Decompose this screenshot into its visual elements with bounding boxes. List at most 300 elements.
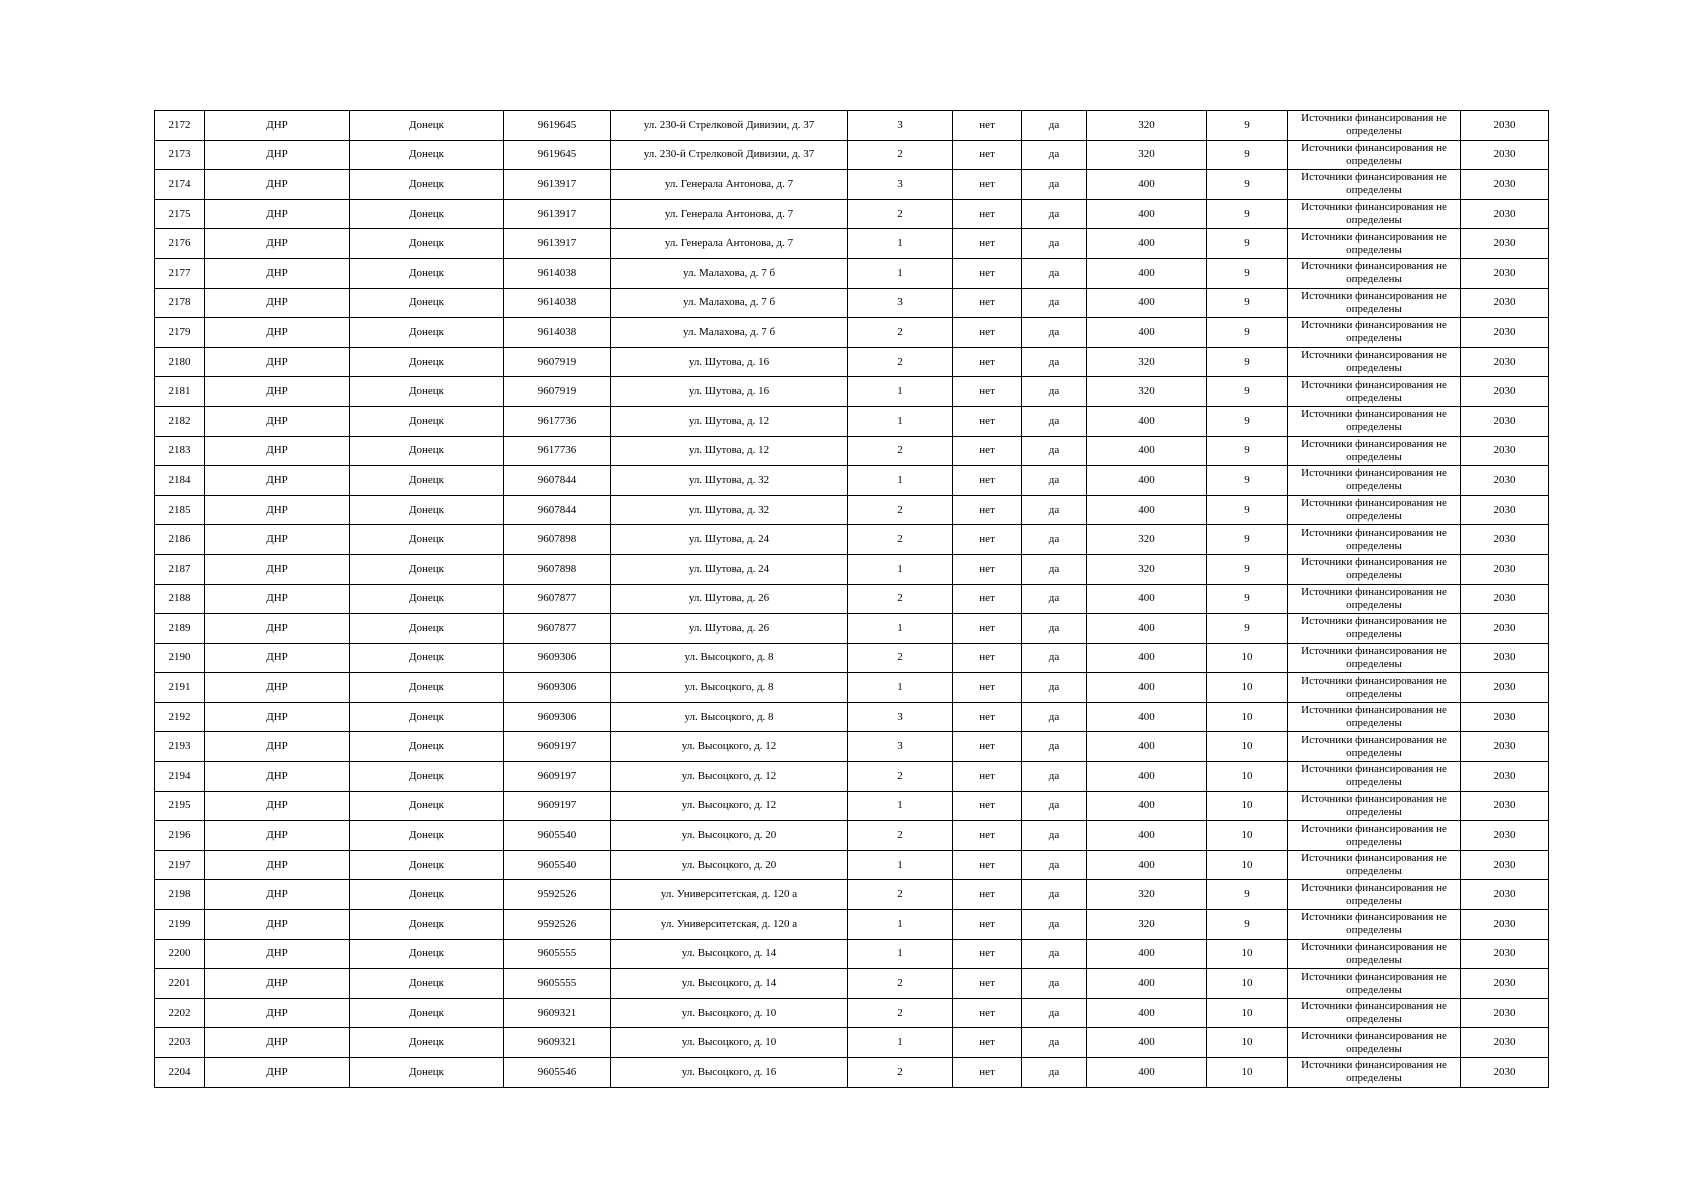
cell-year: 2030	[1461, 288, 1549, 318]
cell-flag-1: нет	[953, 850, 1022, 880]
cell-value: 9	[1207, 318, 1288, 348]
cell-object-code: 9609306	[504, 673, 611, 703]
table-row	[155, 199, 1549, 229]
cell-count: 1	[848, 939, 953, 969]
cell-capacity: 400	[1087, 702, 1207, 732]
cell-capacity: 400	[1087, 406, 1207, 436]
cell-year: 2030	[1461, 910, 1549, 940]
cell-row-number: 2175	[155, 199, 205, 229]
cell-flag-2: да	[1022, 910, 1087, 940]
cell-flag-2: да	[1022, 554, 1087, 584]
cell-flag-1: нет	[953, 229, 1022, 259]
cell-object-code: 9607898	[504, 554, 611, 584]
cell-flag-2: да	[1022, 584, 1087, 614]
cell-flag-2: да	[1022, 170, 1087, 200]
cell-capacity: 320	[1087, 111, 1207, 141]
cell-year: 2030	[1461, 140, 1549, 170]
cell-flag-2: да	[1022, 614, 1087, 644]
cell-region: ДНР	[205, 258, 350, 288]
cell-region: ДНР	[205, 850, 350, 880]
cell-funding-source: Источники финансирования не определены	[1288, 495, 1461, 525]
table-row	[155, 584, 1549, 614]
cell-year: 2030	[1461, 170, 1549, 200]
cell-flag-2: да	[1022, 199, 1087, 229]
cell-row-number: 2202	[155, 998, 205, 1028]
cell-city: Донецк	[350, 702, 504, 732]
cell-capacity: 320	[1087, 347, 1207, 377]
cell-year: 2030	[1461, 318, 1549, 348]
cell-year: 2030	[1461, 969, 1549, 999]
cell-row-number: 2172	[155, 111, 205, 141]
cell-row-number: 2197	[155, 850, 205, 880]
cell-count: 1	[848, 406, 953, 436]
cell-flag-1: нет	[953, 880, 1022, 910]
table-row	[155, 436, 1549, 466]
cell-object-code: 9592526	[504, 880, 611, 910]
cell-city: Донецк	[350, 377, 504, 407]
cell-year: 2030	[1461, 880, 1549, 910]
cell-year: 2030	[1461, 229, 1549, 259]
cell-city: Донецк	[350, 199, 504, 229]
cell-count: 1	[848, 258, 953, 288]
cell-address: ул. Высоцкого, д. 8	[611, 702, 848, 732]
cell-count: 1	[848, 1028, 953, 1058]
cell-object-code: 9605540	[504, 850, 611, 880]
cell-count: 2	[848, 199, 953, 229]
cell-flag-2: да	[1022, 318, 1087, 348]
cell-value: 9	[1207, 170, 1288, 200]
table-row	[155, 495, 1549, 525]
cell-funding-source: Источники финансирования не определены	[1288, 939, 1461, 969]
cell-city: Донецк	[350, 998, 504, 1028]
cell-count: 3	[848, 288, 953, 318]
cell-flag-2: да	[1022, 702, 1087, 732]
cell-count: 2	[848, 643, 953, 673]
cell-flag-2: да	[1022, 673, 1087, 703]
cell-city: Донецк	[350, 525, 504, 555]
cell-flag-2: да	[1022, 436, 1087, 466]
cell-flag-2: да	[1022, 288, 1087, 318]
table-row	[155, 791, 1549, 821]
cell-year: 2030	[1461, 525, 1549, 555]
cell-address: ул. Высоцкого, д. 14	[611, 939, 848, 969]
table-row	[155, 850, 1549, 880]
cell-address: ул. Высоцкого, д. 14	[611, 969, 848, 999]
cell-flag-2: да	[1022, 643, 1087, 673]
cell-funding-source: Источники финансирования не определены	[1288, 969, 1461, 999]
cell-value: 9	[1207, 584, 1288, 614]
cell-region: ДНР	[205, 969, 350, 999]
cell-row-number: 2173	[155, 140, 205, 170]
cell-flag-2: да	[1022, 732, 1087, 762]
cell-city: Донецк	[350, 170, 504, 200]
cell-region: ДНР	[205, 1028, 350, 1058]
cell-region: ДНР	[205, 880, 350, 910]
cell-address: ул. Высоцкого, д. 12	[611, 762, 848, 792]
cell-address: ул. 230-й Стрелковой Дивизии, д. 37	[611, 140, 848, 170]
cell-funding-source: Источники финансирования не определены	[1288, 229, 1461, 259]
cell-row-number: 2199	[155, 910, 205, 940]
cell-row-number: 2204	[155, 1058, 205, 1088]
cell-capacity: 400	[1087, 673, 1207, 703]
cell-count: 2	[848, 998, 953, 1028]
cell-flag-2: да	[1022, 939, 1087, 969]
registry-table-body	[155, 111, 1549, 1088]
cell-city: Донецк	[350, 554, 504, 584]
cell-value: 10	[1207, 1028, 1288, 1058]
cell-capacity: 400	[1087, 229, 1207, 259]
cell-flag-2: да	[1022, 377, 1087, 407]
cell-flag-1: нет	[953, 554, 1022, 584]
cell-value: 9	[1207, 258, 1288, 288]
cell-region: ДНР	[205, 791, 350, 821]
cell-year: 2030	[1461, 406, 1549, 436]
cell-count: 2	[848, 762, 953, 792]
cell-value: 10	[1207, 702, 1288, 732]
cell-city: Донецк	[350, 288, 504, 318]
cell-funding-source: Источники финансирования не определены	[1288, 584, 1461, 614]
cell-capacity: 400	[1087, 732, 1207, 762]
cell-capacity: 400	[1087, 791, 1207, 821]
cell-row-number: 2188	[155, 584, 205, 614]
cell-row-number: 2190	[155, 643, 205, 673]
cell-region: ДНР	[205, 170, 350, 200]
cell-address: ул. Шутова, д. 32	[611, 466, 848, 496]
cell-capacity: 400	[1087, 643, 1207, 673]
cell-year: 2030	[1461, 436, 1549, 466]
cell-year: 2030	[1461, 466, 1549, 496]
cell-value: 10	[1207, 939, 1288, 969]
cell-value: 9	[1207, 406, 1288, 436]
cell-region: ДНР	[205, 466, 350, 496]
cell-region: ДНР	[205, 377, 350, 407]
cell-funding-source: Источники финансирования не определены	[1288, 880, 1461, 910]
cell-year: 2030	[1461, 762, 1549, 792]
cell-row-number: 2191	[155, 673, 205, 703]
cell-city: Донецк	[350, 614, 504, 644]
cell-flag-2: да	[1022, 140, 1087, 170]
cell-value: 10	[1207, 791, 1288, 821]
cell-count: 2	[848, 821, 953, 851]
table-row	[155, 406, 1549, 436]
cell-region: ДНР	[205, 495, 350, 525]
cell-region: ДНР	[205, 436, 350, 466]
cell-capacity: 400	[1087, 584, 1207, 614]
cell-value: 9	[1207, 554, 1288, 584]
cell-flag-1: нет	[953, 939, 1022, 969]
cell-funding-source: Источники финансирования не определены	[1288, 406, 1461, 436]
cell-city: Донецк	[350, 791, 504, 821]
table-row	[155, 880, 1549, 910]
cell-row-number: 2192	[155, 702, 205, 732]
cell-city: Донецк	[350, 406, 504, 436]
cell-value: 10	[1207, 969, 1288, 999]
cell-count: 2	[848, 584, 953, 614]
table-row	[155, 643, 1549, 673]
cell-count: 2	[848, 318, 953, 348]
cell-city: Донецк	[350, 229, 504, 259]
cell-count: 2	[848, 495, 953, 525]
cell-value: 9	[1207, 525, 1288, 555]
cell-city: Донецк	[350, 318, 504, 348]
cell-address: ул. Шутова, д. 24	[611, 554, 848, 584]
cell-city: Донецк	[350, 1058, 504, 1088]
cell-flag-2: да	[1022, 111, 1087, 141]
cell-value: 10	[1207, 998, 1288, 1028]
cell-year: 2030	[1461, 1058, 1549, 1088]
cell-city: Донецк	[350, 1028, 504, 1058]
table-row	[155, 466, 1549, 496]
cell-flag-1: нет	[953, 673, 1022, 703]
cell-row-number: 2196	[155, 821, 205, 851]
cell-object-code: 9607844	[504, 466, 611, 496]
cell-city: Донецк	[350, 111, 504, 141]
cell-funding-source: Источники финансирования не определены	[1288, 791, 1461, 821]
cell-object-code: 9605546	[504, 1058, 611, 1088]
cell-object-code: 9617736	[504, 436, 611, 466]
cell-count: 1	[848, 554, 953, 584]
cell-flag-2: да	[1022, 880, 1087, 910]
cell-object-code: 9607919	[504, 377, 611, 407]
cell-flag-2: да	[1022, 406, 1087, 436]
cell-capacity: 400	[1087, 850, 1207, 880]
cell-region: ДНР	[205, 614, 350, 644]
cell-flag-2: да	[1022, 525, 1087, 555]
cell-capacity: 400	[1087, 436, 1207, 466]
table-row	[155, 673, 1549, 703]
cell-capacity: 400	[1087, 199, 1207, 229]
cell-row-number: 2186	[155, 525, 205, 555]
cell-flag-1: нет	[953, 318, 1022, 348]
cell-year: 2030	[1461, 791, 1549, 821]
cell-capacity: 400	[1087, 998, 1207, 1028]
cell-address: ул. Шутова, д. 24	[611, 525, 848, 555]
cell-object-code: 9607877	[504, 584, 611, 614]
cell-address: ул. Шутова, д. 12	[611, 436, 848, 466]
cell-flag-2: да	[1022, 466, 1087, 496]
cell-funding-source: Источники финансирования не определены	[1288, 673, 1461, 703]
cell-count: 2	[848, 436, 953, 466]
cell-object-code: 9614038	[504, 318, 611, 348]
cell-year: 2030	[1461, 643, 1549, 673]
cell-year: 2030	[1461, 554, 1549, 584]
cell-capacity: 320	[1087, 910, 1207, 940]
cell-city: Донецк	[350, 821, 504, 851]
cell-funding-source: Источники финансирования не определены	[1288, 643, 1461, 673]
cell-flag-1: нет	[953, 466, 1022, 496]
cell-year: 2030	[1461, 584, 1549, 614]
cell-capacity: 400	[1087, 258, 1207, 288]
cell-count: 1	[848, 377, 953, 407]
cell-capacity: 400	[1087, 1028, 1207, 1058]
cell-address: ул. Малахова, д. 7 б	[611, 258, 848, 288]
cell-funding-source: Источники финансирования не определены	[1288, 702, 1461, 732]
cell-address: ул. Высоцкого, д. 10	[611, 998, 848, 1028]
cell-year: 2030	[1461, 614, 1549, 644]
cell-capacity: 400	[1087, 821, 1207, 851]
cell-funding-source: Источники финансирования не определены	[1288, 1058, 1461, 1088]
cell-count: 1	[848, 229, 953, 259]
cell-city: Донецк	[350, 140, 504, 170]
cell-year: 2030	[1461, 199, 1549, 229]
cell-funding-source: Источники финансирования не определены	[1288, 199, 1461, 229]
cell-value: 9	[1207, 111, 1288, 141]
cell-city: Донецк	[350, 732, 504, 762]
cell-row-number: 2181	[155, 377, 205, 407]
cell-count: 2	[848, 347, 953, 377]
cell-flag-1: нет	[953, 288, 1022, 318]
cell-value: 9	[1207, 436, 1288, 466]
table-row	[155, 170, 1549, 200]
cell-flag-2: да	[1022, 1028, 1087, 1058]
cell-capacity: 400	[1087, 939, 1207, 969]
cell-flag-2: да	[1022, 347, 1087, 377]
cell-flag-2: да	[1022, 998, 1087, 1028]
cell-flag-2: да	[1022, 850, 1087, 880]
cell-flag-1: нет	[953, 732, 1022, 762]
cell-funding-source: Источники финансирования не определены	[1288, 821, 1461, 851]
cell-address: ул. Высоцкого, д. 20	[611, 850, 848, 880]
cell-flag-1: нет	[953, 377, 1022, 407]
cell-count: 2	[848, 1058, 953, 1088]
cell-flag-1: нет	[953, 140, 1022, 170]
cell-object-code: 9605555	[504, 939, 611, 969]
cell-city: Донецк	[350, 969, 504, 999]
cell-region: ДНР	[205, 702, 350, 732]
cell-value: 10	[1207, 732, 1288, 762]
cell-object-code: 9619645	[504, 140, 611, 170]
cell-address: ул. Шутова, д. 12	[611, 406, 848, 436]
cell-city: Донецк	[350, 258, 504, 288]
cell-flag-2: да	[1022, 821, 1087, 851]
cell-funding-source: Источники финансирования не определены	[1288, 614, 1461, 644]
cell-value: 10	[1207, 850, 1288, 880]
cell-year: 2030	[1461, 998, 1549, 1028]
cell-region: ДНР	[205, 821, 350, 851]
table-row	[155, 614, 1549, 644]
cell-value: 9	[1207, 466, 1288, 496]
cell-city: Донецк	[350, 466, 504, 496]
cell-row-number: 2174	[155, 170, 205, 200]
table-row	[155, 998, 1549, 1028]
cell-region: ДНР	[205, 229, 350, 259]
cell-capacity: 320	[1087, 554, 1207, 584]
cell-region: ДНР	[205, 288, 350, 318]
cell-object-code: 9609306	[504, 702, 611, 732]
cell-address: ул. Малахова, д. 7 б	[611, 288, 848, 318]
cell-flag-1: нет	[953, 910, 1022, 940]
cell-flag-1: нет	[953, 525, 1022, 555]
cell-funding-source: Источники финансирования не определены	[1288, 140, 1461, 170]
cell-city: Донецк	[350, 850, 504, 880]
cell-region: ДНР	[205, 554, 350, 584]
cell-row-number: 2187	[155, 554, 205, 584]
cell-city: Донецк	[350, 495, 504, 525]
cell-funding-source: Источники финансирования не определены	[1288, 258, 1461, 288]
cell-year: 2030	[1461, 258, 1549, 288]
cell-city: Донецк	[350, 880, 504, 910]
cell-capacity: 320	[1087, 525, 1207, 555]
cell-flag-1: нет	[953, 969, 1022, 999]
table-row	[155, 1058, 1549, 1088]
cell-value: 9	[1207, 614, 1288, 644]
cell-object-code: 9607919	[504, 347, 611, 377]
cell-value: 9	[1207, 229, 1288, 259]
cell-region: ДНР	[205, 762, 350, 792]
cell-flag-1: нет	[953, 1028, 1022, 1058]
cell-count: 1	[848, 850, 953, 880]
cell-region: ДНР	[205, 998, 350, 1028]
cell-flag-1: нет	[953, 406, 1022, 436]
cell-region: ДНР	[205, 199, 350, 229]
cell-object-code: 9607844	[504, 495, 611, 525]
cell-capacity: 400	[1087, 762, 1207, 792]
cell-address: ул. Генерала Антонова, д. 7	[611, 229, 848, 259]
cell-year: 2030	[1461, 732, 1549, 762]
cell-address: ул. Малахова, д. 7 б	[611, 318, 848, 348]
cell-address: ул. Шутова, д. 26	[611, 584, 848, 614]
cell-count: 3	[848, 111, 953, 141]
cell-object-code: 9609306	[504, 643, 611, 673]
cell-object-code: 9613917	[504, 229, 611, 259]
cell-object-code: 9592526	[504, 910, 611, 940]
table-row	[155, 732, 1549, 762]
cell-funding-source: Источники финансирования не определены	[1288, 1028, 1461, 1058]
table-row	[155, 762, 1549, 792]
cell-value: 9	[1207, 140, 1288, 170]
cell-object-code: 9605555	[504, 969, 611, 999]
cell-funding-source: Источники финансирования не определены	[1288, 525, 1461, 555]
cell-count: 3	[848, 170, 953, 200]
cell-value: 9	[1207, 495, 1288, 525]
cell-row-number: 2201	[155, 969, 205, 999]
cell-count: 1	[848, 466, 953, 496]
cell-object-code: 9609197	[504, 762, 611, 792]
cell-year: 2030	[1461, 939, 1549, 969]
cell-row-number: 2179	[155, 318, 205, 348]
cell-count: 1	[848, 614, 953, 644]
table-row	[155, 910, 1549, 940]
cell-flag-1: нет	[953, 170, 1022, 200]
cell-row-number: 2184	[155, 466, 205, 496]
cell-address: ул. Шутова, д. 26	[611, 614, 848, 644]
cell-region: ДНР	[205, 1058, 350, 1088]
table-row	[155, 525, 1549, 555]
cell-flag-1: нет	[953, 702, 1022, 732]
cell-year: 2030	[1461, 1028, 1549, 1058]
table-row	[155, 377, 1549, 407]
cell-value: 10	[1207, 762, 1288, 792]
table-row	[155, 554, 1549, 584]
cell-count: 2	[848, 140, 953, 170]
cell-region: ДНР	[205, 318, 350, 348]
cell-flag-1: нет	[953, 584, 1022, 614]
cell-flag-1: нет	[953, 998, 1022, 1028]
cell-row-number: 2177	[155, 258, 205, 288]
cell-object-code: 9607877	[504, 614, 611, 644]
table-row	[155, 229, 1549, 259]
cell-year: 2030	[1461, 702, 1549, 732]
cell-flag-2: да	[1022, 762, 1087, 792]
cell-flag-1: нет	[953, 1058, 1022, 1088]
cell-capacity: 400	[1087, 1058, 1207, 1088]
cell-city: Донецк	[350, 584, 504, 614]
cell-capacity: 400	[1087, 170, 1207, 200]
cell-object-code: 9609321	[504, 1028, 611, 1058]
cell-funding-source: Источники финансирования не определены	[1288, 288, 1461, 318]
cell-address: ул. Высоцкого, д. 10	[611, 1028, 848, 1058]
cell-row-number: 2189	[155, 614, 205, 644]
